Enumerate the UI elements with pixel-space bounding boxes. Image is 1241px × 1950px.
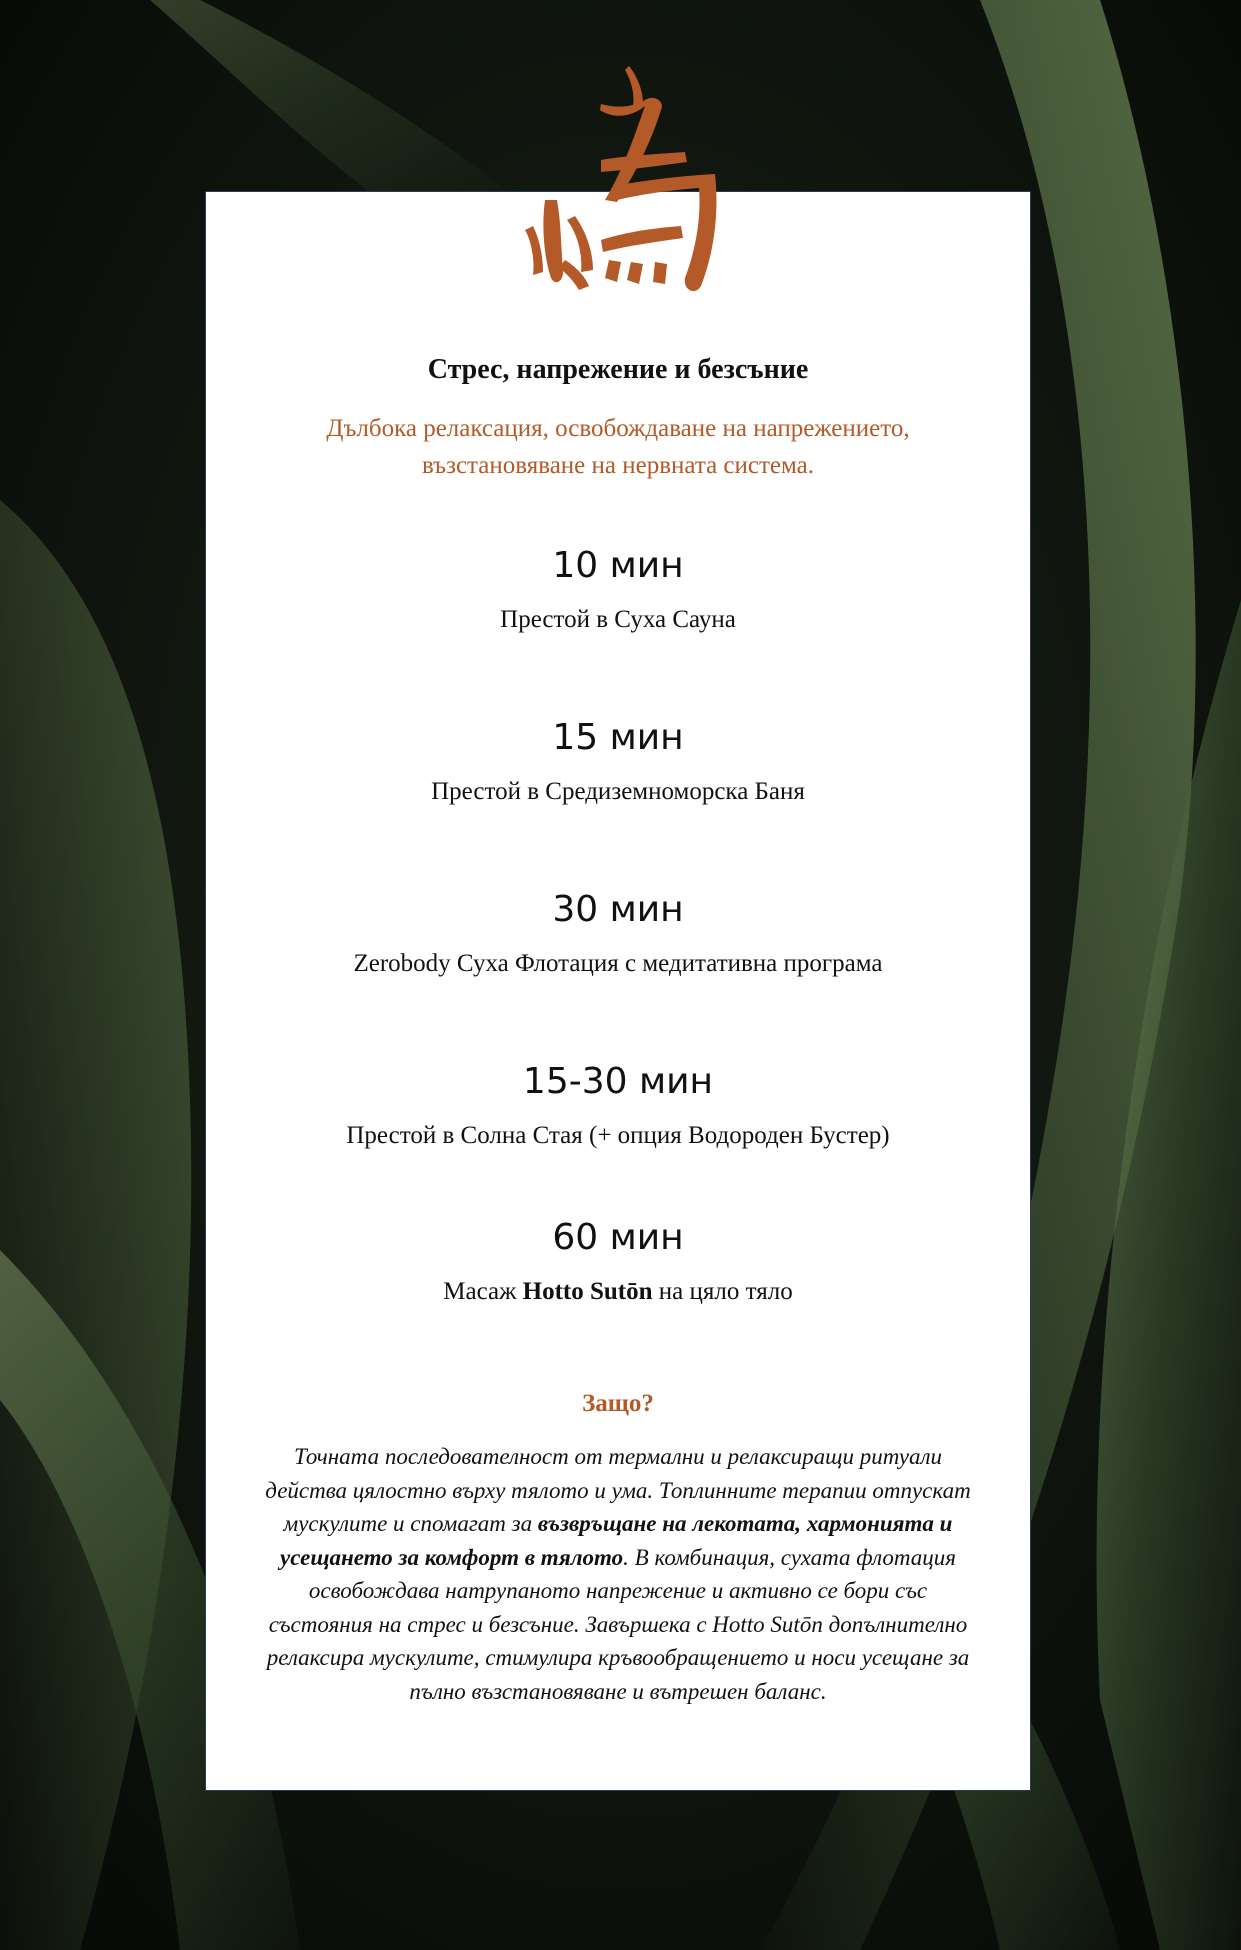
- page-subtitle: Дълбока релаксация, освобождаване на напрежението, възстановяване на нервната система.: [326, 415, 910, 479]
- why-text-part-1: Точната последователност от термални и релаксиращи ритуали действа цялостно върху тялото и ума. Топлинните терапии отпускат мускулите и спомагат за: [265, 1444, 971, 1536]
- item-duration: 15 мин: [552, 717, 684, 758]
- schedule-item: [205, 716, 1031, 808]
- description-before: Масаж: [443, 1278, 523, 1305]
- item-description: Престой в Средиземноморска Баня: [431, 778, 805, 805]
- item-description: [205, 1276, 1031, 1308]
- item-duration: 15-30 мин: [522, 1061, 714, 1102]
- why-paragraph: [262, 1440, 974, 1708]
- description-bold: Hotto Sutōn: [522, 1278, 653, 1305]
- schedule-item: [205, 1216, 1031, 1308]
- why-heading: Защо?: [582, 1390, 654, 1417]
- item-description: Престой в Суха Сауна: [500, 606, 736, 633]
- item-description: Zerobody Суха Флотация с медитативна програма: [353, 950, 883, 977]
- item-duration: 30 мин: [552, 889, 684, 930]
- schedule-item: [205, 888, 1031, 980]
- schedule-item: [205, 544, 1031, 636]
- description-after: на цяло тяло: [652, 1278, 793, 1305]
- item-description: Престой в Солна Стая (+ опция Водороден Бустер): [346, 1122, 890, 1149]
- item-duration: 10 мин: [552, 545, 684, 586]
- item-duration: 60 мин: [552, 1217, 684, 1258]
- page-title: Стрес, напрежение и безсъние: [427, 354, 809, 385]
- why-text-bold: възвръщане на лекотата, хармонията и усещането за комфорт в тялото: [280, 1511, 953, 1570]
- why-text-part-2: . В комбинация, сухата флотация освобождава натрупаното напрежение и активно се бори със състояния на стрес и безсъние. Завършека с Hotto Sutōn допълнително релаксира мускулите, стимулира кръвообращението и носи усещане за пълно възстановяване и вътрешен баланс.: [266, 1544, 970, 1704]
- schedule-item: [205, 1060, 1031, 1152]
- calligraphy-logo-icon: [505, 50, 745, 300]
